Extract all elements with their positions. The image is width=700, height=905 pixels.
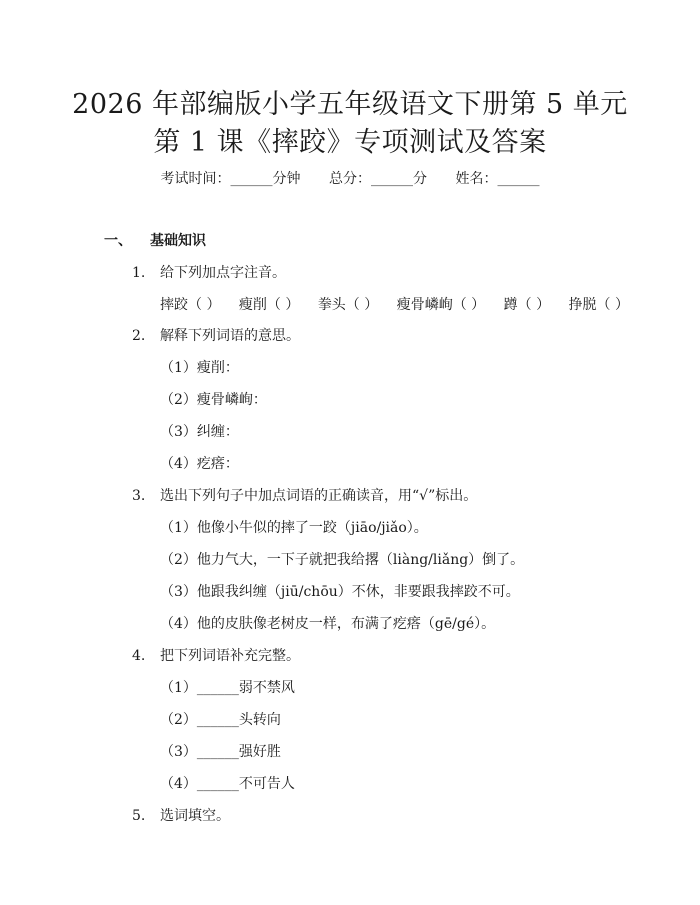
pinyin-blank-item: 蹲（ ） bbox=[503, 297, 551, 313]
question-prompt: 解释下列词语的意思。 bbox=[160, 328, 300, 344]
section-number: 一、 bbox=[104, 233, 132, 249]
question-prompt: 把下列词语补充完整。 bbox=[160, 648, 300, 664]
question-number: 5. bbox=[132, 808, 146, 824]
question-item: （4）______不可告人 bbox=[160, 776, 295, 792]
question-item: （1）______弱不禁风 bbox=[160, 680, 295, 696]
question-item: （2）______头转向 bbox=[160, 712, 281, 728]
question-number: 1. bbox=[132, 265, 146, 281]
section-label: 基础知识 bbox=[150, 233, 206, 249]
question-5 bbox=[132, 805, 230, 825]
pinyin-blank-item: 瘦骨嶙峋（ ） bbox=[396, 297, 486, 313]
pinyin-blank-item: 瘦削（ ） bbox=[238, 297, 300, 313]
question-item: （4）疙瘩： bbox=[160, 456, 239, 472]
exam-info-row bbox=[0, 168, 700, 188]
question-number: 2. bbox=[132, 328, 146, 344]
student-name-field: 姓名：______ bbox=[455, 171, 540, 187]
total-score-field: 总分：______分 bbox=[329, 171, 427, 187]
question-number: 3. bbox=[132, 488, 146, 504]
question-2 bbox=[132, 325, 300, 345]
question-1-word-list bbox=[160, 294, 643, 314]
question-prompt: 给下列加点字注音。 bbox=[160, 265, 286, 281]
document-title-line-2: 第 1 课《摔跤》专项测试及答案 bbox=[153, 127, 547, 158]
question-item: （2）他力气大，一下子就把我给撂（liàng/liǎng）倒了。 bbox=[160, 552, 525, 568]
pinyin-blank-item: 挣脱（ ） bbox=[568, 297, 629, 313]
question-prompt: 选出下列句子中加点词语的正确读音，用“√”标出。 bbox=[160, 488, 478, 504]
question-item: （3）纠缠： bbox=[160, 424, 239, 440]
pinyin-blank-item: 摔跤（ ） bbox=[160, 297, 221, 313]
question-item: （1）他像小牛似的摔了一跤（jiāo/jiǎo）。 bbox=[160, 520, 428, 536]
question-3 bbox=[132, 485, 477, 505]
section-heading bbox=[104, 230, 206, 250]
question-item: （1）瘦削： bbox=[160, 360, 239, 376]
question-1 bbox=[132, 262, 286, 282]
question-prompt: 选词填空。 bbox=[160, 808, 230, 824]
question-number: 4. bbox=[132, 648, 146, 664]
question-item: （4）他的皮肤像老树皮一样，布满了疙瘩（gē/gé）。 bbox=[160, 616, 496, 632]
question-4 bbox=[132, 645, 300, 665]
question-item: （3）______强好胜 bbox=[160, 744, 281, 760]
question-item: （2）瘦骨嶙峋： bbox=[160, 392, 267, 408]
document-title-line-1: 2026 年部编版小学五年级语文下册第 5 单元 bbox=[72, 89, 628, 120]
exam-time-field: 考试时间：______分钟 bbox=[160, 171, 301, 187]
question-item: （3）他跟我纠缠（jiū/chōu）不休，非要跟我摔跤不可。 bbox=[160, 584, 520, 600]
pinyin-blank-item: 拳头（ ） bbox=[317, 297, 379, 313]
